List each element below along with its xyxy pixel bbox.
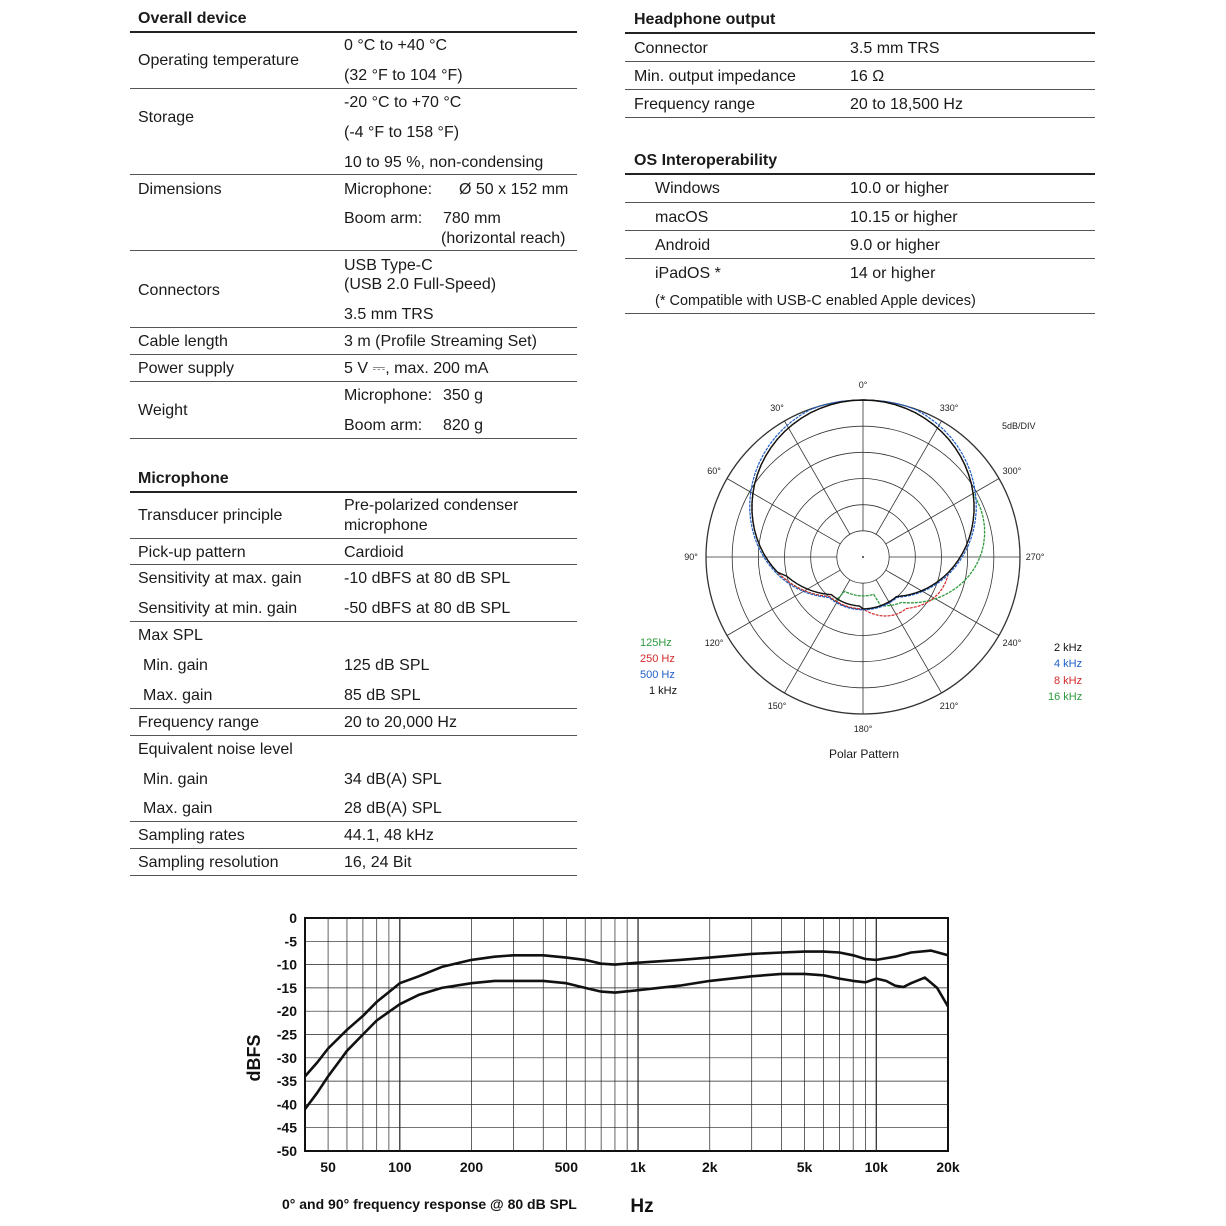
dimensions-boom-value: 780 mm bbox=[443, 210, 501, 227]
sens-max-value: -10 dBFS at 80 dB SPL bbox=[344, 570, 511, 587]
divider bbox=[625, 230, 1095, 231]
headphone-heading: Headphone output bbox=[634, 11, 776, 28]
freq-x-tick-label: 200 bbox=[459, 1159, 484, 1175]
divider bbox=[130, 538, 577, 539]
freq-x-tick-label: 100 bbox=[388, 1159, 412, 1175]
polar-angle-label: 30° bbox=[770, 403, 784, 414]
freq-y-tick-label: -15 bbox=[276, 979, 297, 996]
noise-label: Equivalent noise level bbox=[138, 741, 293, 758]
microphone-rule bbox=[130, 491, 577, 493]
noise-max-label: Max. gain bbox=[143, 800, 213, 817]
headphone-row-value: 20 to 18,500 Hz bbox=[850, 96, 963, 113]
power-supply-value: 5 V ⎓, max. 200 mA bbox=[344, 360, 489, 377]
dimensions-label: Dimensions bbox=[138, 181, 222, 198]
weight-boom-label: Boom arm: bbox=[344, 417, 423, 434]
freq-y-tick-label: -35 bbox=[276, 1073, 297, 1090]
freq-y-tick-label: -20 bbox=[276, 1003, 297, 1020]
polar-angle-label: 150° bbox=[767, 700, 787, 711]
divider bbox=[625, 89, 1095, 90]
connectors-label: Connectors bbox=[138, 282, 220, 299]
freq-grid bbox=[305, 918, 948, 1151]
cable-length-value: 3 m (Profile Streaming Set) bbox=[344, 333, 537, 350]
polar-angle-label: 240° bbox=[1002, 638, 1022, 648]
headphone-row-value: 16 Ω bbox=[850, 68, 885, 85]
freq-x-tick-label: 1k bbox=[630, 1159, 646, 1175]
divider bbox=[130, 821, 577, 822]
polar-scale-label: 5dB/DIV bbox=[1002, 421, 1036, 431]
power-supply-label: Power supply bbox=[138, 360, 235, 377]
freq-title: 0° and 90° frequency response @ 80 dB SPL bbox=[282, 1196, 577, 1212]
polar-angle-label: 120° bbox=[704, 638, 724, 648]
freq-xlabel: Hz bbox=[630, 1196, 654, 1217]
storage-value-3: 10 to 95 %, non-condensing bbox=[344, 154, 544, 171]
max-spl-label: Max SPL bbox=[138, 627, 203, 644]
max-spl-min-label: Min. gain bbox=[143, 657, 208, 674]
operating-temp-label: Operating temperature bbox=[138, 52, 299, 69]
freq-x-tick-label: 10k bbox=[864, 1159, 888, 1175]
sampling-res-value: 16, 24 Bit bbox=[344, 854, 412, 871]
freq-ylabel: dBFS bbox=[244, 1034, 264, 1082]
polar-svg bbox=[600, 370, 1120, 770]
os-rule bbox=[625, 173, 1095, 175]
divider bbox=[130, 875, 577, 876]
polar-angle-label: 180° bbox=[853, 724, 873, 734]
headphone-rule bbox=[625, 32, 1095, 34]
polar-angle-label: 0° bbox=[858, 380, 868, 390]
headphone-row-label: Connector bbox=[634, 40, 708, 57]
polar-angle-label: 90° bbox=[684, 552, 698, 562]
microphone-heading: Microphone bbox=[138, 470, 229, 487]
frequency-response-chart bbox=[220, 900, 980, 1220]
legend-1khz: 1 kHz bbox=[649, 685, 678, 697]
freq-y-tick-label: -40 bbox=[276, 1096, 297, 1113]
noise-min-value: 34 dB(A) SPL bbox=[344, 771, 442, 788]
pickup-value: Cardioid bbox=[344, 544, 404, 561]
connectors-value-3: 3.5 mm TRS bbox=[344, 306, 434, 323]
dimensions-boom-label: Boom arm: bbox=[344, 210, 423, 227]
dimensions-mic-value: Ø 50 x 152 mm bbox=[459, 181, 569, 198]
operating-temp-value-2: (32 °F to 104 °F) bbox=[344, 67, 463, 84]
storage-value-1: -20 °C to +70 °C bbox=[344, 94, 462, 111]
polar-angle-label: 60° bbox=[707, 466, 721, 476]
divider bbox=[130, 621, 577, 622]
dimensions-mic-label: Microphone: bbox=[344, 181, 433, 198]
freq-y-tick-label: -5 bbox=[284, 933, 297, 950]
freq-y-tick-label: -30 bbox=[276, 1049, 297, 1066]
headphone-row-value: 3.5 mm TRS bbox=[850, 40, 940, 57]
freq-y-tick-label: -25 bbox=[276, 1026, 297, 1043]
legend-125hz: 125Hz bbox=[640, 637, 672, 649]
sampling-rates-label: Sampling rates bbox=[138, 827, 245, 844]
freq-range-label: Frequency range bbox=[138, 714, 259, 731]
transducer-label: Transducer principle bbox=[138, 507, 283, 524]
polar-grid bbox=[706, 400, 1020, 714]
divider bbox=[625, 202, 1095, 203]
freq-x-tick-label: 20k bbox=[936, 1159, 960, 1175]
legend-250hz: 250 Hz bbox=[640, 653, 675, 665]
operating-temp-value-1: 0 °C to +40 °C bbox=[344, 37, 448, 54]
divider bbox=[130, 564, 577, 565]
divider bbox=[130, 327, 577, 328]
weight-mic-label: Microphone: bbox=[344, 387, 433, 404]
transducer-value-1: Pre-polarized condenser bbox=[344, 497, 519, 514]
freq-y-ticks bbox=[277, 910, 297, 1159]
polar-angle-label: 270° bbox=[1025, 552, 1045, 562]
os-heading: OS Interoperability bbox=[634, 152, 778, 169]
os-row-label: macOS bbox=[655, 209, 709, 226]
dimensions-boom-note: (horizontal reach) bbox=[441, 230, 566, 247]
divider bbox=[625, 258, 1095, 259]
divider bbox=[130, 88, 577, 89]
os-row-value: 14 or higher bbox=[850, 265, 936, 282]
overall-heading: Overall device bbox=[138, 10, 247, 27]
weight-label: Weight bbox=[138, 402, 188, 419]
sampling-res-label: Sampling resolution bbox=[138, 854, 279, 871]
freq-x-tick-label: 50 bbox=[320, 1159, 336, 1175]
divider bbox=[130, 438, 577, 439]
os-row-label: Windows bbox=[655, 180, 720, 197]
weight-boom-value: 820 g bbox=[443, 417, 484, 434]
sens-min-label: Sensitivity at min. gain bbox=[138, 600, 298, 617]
transducer-value-2: microphone bbox=[344, 517, 428, 534]
divider bbox=[130, 708, 577, 709]
legend-500hz: 500 Hz bbox=[640, 669, 675, 681]
divider bbox=[130, 250, 577, 251]
polar-pattern bbox=[600, 370, 1120, 770]
os-row-value: 9.0 or higher bbox=[850, 237, 940, 254]
divider bbox=[130, 735, 577, 736]
freq-range-value: 20 to 20,000 Hz bbox=[344, 714, 457, 731]
max-spl-min-value: 125 dB SPL bbox=[344, 657, 430, 674]
freq-x-ticks bbox=[320, 1159, 960, 1175]
connectors-value-1: USB Type-C bbox=[344, 257, 433, 274]
weight-mic-value: 350 g bbox=[443, 387, 484, 404]
connectors-value-2: (USB 2.0 Full-Speed) bbox=[344, 276, 497, 293]
polar-center bbox=[862, 556, 864, 558]
sens-max-label: Sensitivity at max. gain bbox=[138, 570, 302, 587]
max-spl-max-label: Max. gain bbox=[143, 687, 213, 704]
polar-angle-label: 210° bbox=[939, 700, 959, 711]
polar-angle-label: 300° bbox=[1002, 466, 1022, 476]
legend-16khz: 16 kHz bbox=[1048, 691, 1083, 703]
sampling-rates-value: 44.1, 48 kHz bbox=[344, 827, 434, 844]
storage-value-2: (-4 °F to 158 °F) bbox=[344, 124, 460, 141]
overall-rule bbox=[130, 31, 577, 33]
freq-svg bbox=[220, 900, 980, 1220]
legend-4khz: 4 kHz bbox=[1054, 658, 1083, 670]
legend-2khz: 2 kHz bbox=[1054, 642, 1083, 654]
noise-max-value: 28 dB(A) SPL bbox=[344, 800, 442, 817]
os-row-label: Android bbox=[655, 237, 711, 254]
freq-x-tick-label: 2k bbox=[701, 1159, 718, 1175]
headphone-row-label: Frequency range bbox=[634, 96, 755, 113]
polar-curves bbox=[750, 400, 985, 616]
polar-caption: Polar Pattern bbox=[829, 747, 900, 761]
legend-8khz: 8 kHz bbox=[1054, 675, 1083, 687]
os-row-value: 10.15 or higher bbox=[850, 209, 958, 226]
divider bbox=[130, 354, 577, 355]
max-spl-max-value: 85 dB SPL bbox=[344, 687, 421, 704]
storage-label: Storage bbox=[138, 109, 195, 126]
cable-length-label: Cable length bbox=[138, 333, 228, 350]
divider bbox=[130, 848, 577, 849]
noise-min-label: Min. gain bbox=[143, 771, 208, 788]
polar-angle-label: 330° bbox=[939, 403, 959, 414]
sens-min-value: -50 dBFS at 80 dB SPL bbox=[344, 600, 511, 617]
freq-y-tick-label: -10 bbox=[276, 956, 297, 973]
os-row-label: iPadOS * bbox=[655, 265, 721, 282]
freq-y-tick-label: -45 bbox=[276, 1119, 297, 1136]
freq-x-tick-label: 500 bbox=[554, 1159, 579, 1175]
pickup-label: Pick-up pattern bbox=[138, 544, 246, 561]
divider bbox=[625, 117, 1095, 118]
os-row-value: 10.0 or higher bbox=[850, 180, 949, 197]
divider bbox=[130, 174, 577, 175]
divider bbox=[625, 313, 1095, 314]
freq-y-tick-label: -50 bbox=[276, 1143, 297, 1159]
divider bbox=[625, 61, 1095, 62]
divider bbox=[130, 381, 577, 382]
freq-y-tick-label: 0 bbox=[289, 910, 297, 926]
os-note: (* Compatible with USB-C enabled Apple devices) bbox=[655, 293, 976, 309]
headphone-row-label: Min. output impedance bbox=[634, 68, 796, 85]
freq-x-tick-label: 5k bbox=[796, 1159, 813, 1175]
